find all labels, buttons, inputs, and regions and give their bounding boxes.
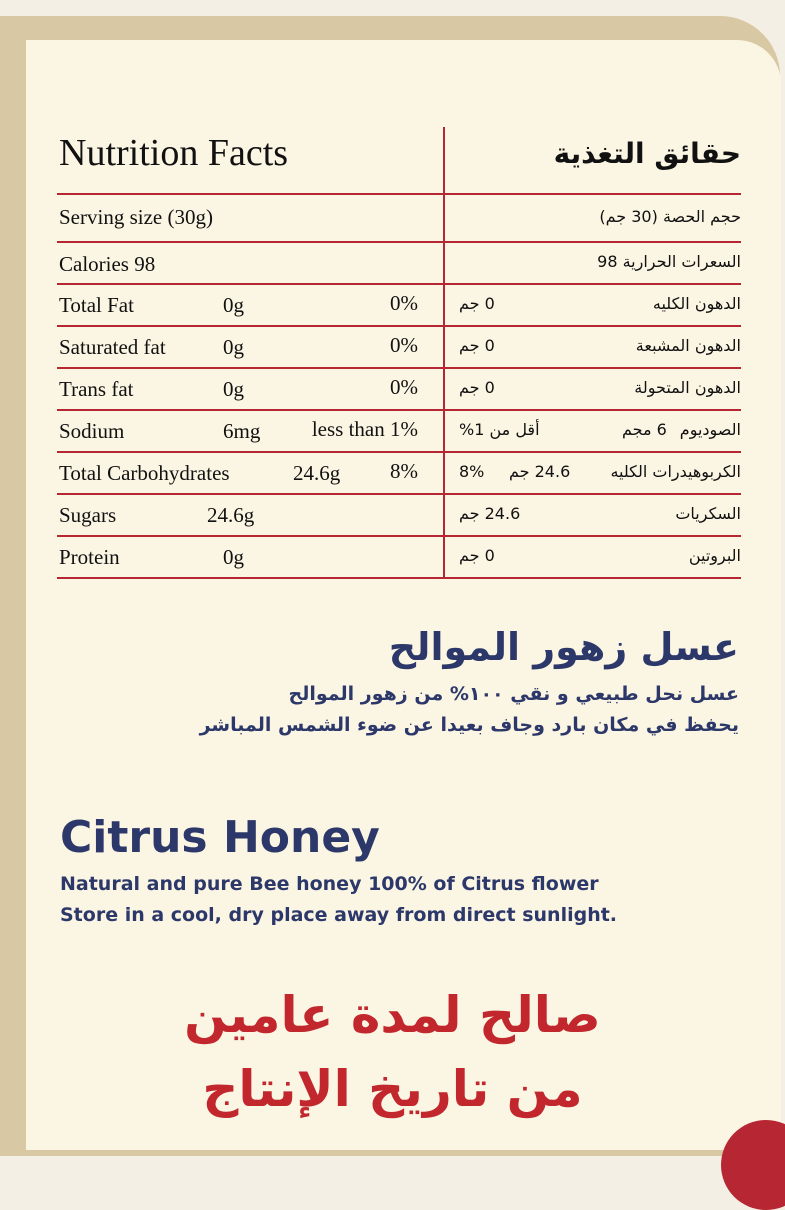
nutrient-row xyxy=(57,327,741,369)
validity-line1: صالح لمدة عامين xyxy=(184,986,601,1044)
nutrient-amount-en: 0g xyxy=(223,293,244,317)
nutrient-name-ar: الكربوهيدرات الكليه xyxy=(610,462,741,481)
nutrient-percent-en: 0% xyxy=(390,291,418,315)
product-name-en: Citrus Honey xyxy=(60,812,380,863)
nutrient-row xyxy=(57,495,741,537)
nutrition-facts-title: Nutrition Facts xyxy=(59,132,289,174)
calories-row xyxy=(57,243,741,285)
product-description-ar xyxy=(200,625,739,741)
nutrient-row xyxy=(57,411,741,453)
serving-size-en: Serving size (30g) xyxy=(59,205,213,229)
product-line1-en: Natural and pure Bee honey 100% of Citrus flower xyxy=(60,873,599,895)
nutrient-name-ar: الصوديوم xyxy=(679,420,741,439)
calories-en: Calories 98 xyxy=(59,252,156,276)
nutrient-name-en: Total Carbohydrates xyxy=(59,461,230,485)
nutrient-percent-ar: أقل من 1% xyxy=(459,420,540,439)
nutrient-row xyxy=(57,285,741,327)
nutrient-name-ar: الدهون المشبعة xyxy=(635,336,741,355)
nutrient-name-en: Protein xyxy=(59,545,120,569)
validity-notice xyxy=(0,978,785,1126)
nutrition-facts-title-ar: حقائق التغذية xyxy=(553,137,741,170)
product-line2-ar: يحفظ في مكان بارد وجاف بعيدا عن ضوء الشمس المباشر xyxy=(199,714,739,736)
nutrient-name-en: Total Fat xyxy=(59,293,134,317)
nutrient-percent-en: less than 1% xyxy=(311,417,418,441)
nutrient-amount-en: 0g xyxy=(223,545,244,569)
nutrient-name-en: Sugars xyxy=(59,503,117,527)
nutrient-name-en: Sodium xyxy=(59,419,125,443)
nutrient-row xyxy=(57,369,741,411)
nutrient-amount-ar: 0 جم xyxy=(459,336,495,355)
product-name-ar: عسل زهور الموالح xyxy=(388,625,739,669)
nutrient-name-ar: الدهون الكليه xyxy=(652,294,741,313)
nutrient-amount-ar: 0 جم xyxy=(459,378,495,397)
nutrient-amount-en: 6mg xyxy=(223,419,261,443)
nutrient-amount-ar: 24.6 جم xyxy=(509,462,571,481)
nutrient-amount-ar: 24.6 جم xyxy=(459,504,521,523)
product-line1-ar: عسل نحل طبيعي و نقي ١٠٠% من زهور الموالح xyxy=(288,683,739,705)
nutrient-name-en: Saturated fat xyxy=(59,335,166,359)
nutrient-name-ar: البروتين xyxy=(688,546,741,565)
product-line2-en: Store in a cool, dry place away from direct sunlight. xyxy=(60,904,618,926)
serving-size-ar: حجم الحصة (30 جم) xyxy=(599,207,741,226)
product-description-en xyxy=(60,812,617,931)
nutrient-percent-ar: 8% xyxy=(459,462,485,481)
nutrient-row xyxy=(57,453,741,495)
nutrient-row xyxy=(57,537,741,579)
nutrient-amount-en: 24.6g xyxy=(207,503,255,527)
serving-row xyxy=(57,195,741,243)
nutrient-name-en: Trans fat xyxy=(59,377,134,401)
nutrient-percent-en: 8% xyxy=(390,459,418,483)
nutrient-amount-ar: 0 جم xyxy=(459,294,495,313)
nutrient-percent-en: 0% xyxy=(390,375,418,399)
table-header-row xyxy=(57,127,741,195)
nutrient-percent-en: 0% xyxy=(390,333,418,357)
nutrient-amount-en: 24.6g xyxy=(293,461,341,485)
nutrient-name-ar: السكريات xyxy=(675,504,741,523)
validity-line2: من تاريخ الإنتاج xyxy=(202,1060,583,1118)
nutrient-amount-ar: 6 مجم xyxy=(622,420,667,439)
calories-ar: السعرات الحرارية 98 xyxy=(597,252,741,271)
nutrient-amount-en: 0g xyxy=(223,377,244,401)
nutrient-amount-en: 0g xyxy=(223,335,244,359)
nutrient-amount-ar: 0 جم xyxy=(459,546,495,565)
nutrient-name-ar: الدهون المتحولة xyxy=(634,378,741,397)
